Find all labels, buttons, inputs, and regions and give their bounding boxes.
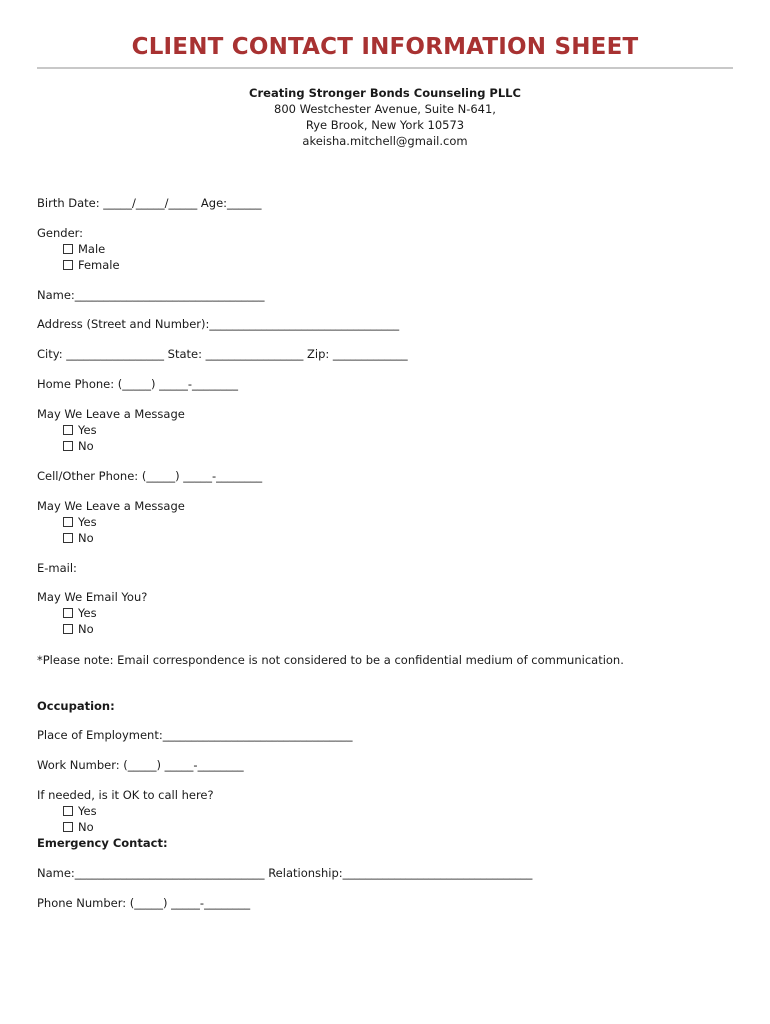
checkbox-icon[interactable] bbox=[63, 608, 73, 618]
work-call-yes-option[interactable] bbox=[63, 803, 97, 819]
city-state-zip-field[interactable]: City: _________________ State: _________________ Zip: _____________ bbox=[37, 347, 408, 361]
cell-message-no-option[interactable] bbox=[63, 530, 94, 546]
checkbox-icon[interactable] bbox=[63, 624, 73, 634]
occupation-heading: Occupation: bbox=[37, 699, 115, 713]
checkbox-icon[interactable] bbox=[63, 425, 73, 435]
option-label: Yes bbox=[78, 606, 97, 620]
address-field[interactable]: Address (Street and Number):_________________________________ bbox=[37, 317, 400, 331]
option-label: No bbox=[78, 622, 94, 636]
option-label: No bbox=[78, 820, 94, 834]
email-permission-yes-option[interactable] bbox=[63, 605, 97, 621]
gender-male-option[interactable] bbox=[63, 241, 105, 257]
gender-female-option[interactable] bbox=[63, 257, 120, 273]
home-message-yes-option[interactable] bbox=[63, 422, 97, 438]
page-title: CLIENT CONTACT INFORMATION SHEET bbox=[131, 34, 639, 60]
gender-label: Gender: bbox=[37, 226, 84, 240]
checkbox-icon[interactable] bbox=[63, 244, 73, 254]
home-message-no-option[interactable] bbox=[63, 438, 94, 454]
checkbox-icon[interactable] bbox=[63, 822, 73, 832]
email-note: *Please note: Email correspondence is not considered to be a confidential medium of communication. bbox=[37, 653, 624, 667]
org-name: Creating Stronger Bonds Counseling PLLC bbox=[249, 86, 521, 100]
birth-date-field[interactable]: Birth Date: _____/_____/_____ Age:______ bbox=[37, 196, 262, 210]
work-number-field[interactable]: Work Number: (_____) _____-________ bbox=[37, 758, 244, 772]
cell-message-label: May We Leave a Message bbox=[37, 499, 185, 513]
emergency-contact-heading: Emergency Contact: bbox=[37, 836, 168, 850]
org-address-line1: 800 Westchester Avenue, Suite N-641, bbox=[274, 102, 496, 116]
checkbox-icon[interactable] bbox=[63, 260, 73, 270]
emergency-phone-field[interactable]: Phone Number: (_____) _____-________ bbox=[37, 896, 251, 910]
email-permission-no-option[interactable] bbox=[63, 621, 94, 637]
email-field[interactable]: E-mail: bbox=[37, 561, 77, 575]
cell-message-yes-option[interactable] bbox=[63, 514, 97, 530]
checkbox-icon[interactable] bbox=[63, 441, 73, 451]
option-label: Yes bbox=[78, 423, 97, 437]
checkbox-icon[interactable] bbox=[63, 806, 73, 816]
org-address-line2: Rye Brook, New York 10573 bbox=[305, 118, 465, 132]
option-label: Yes bbox=[78, 515, 97, 529]
work-call-label: If needed, is it OK to call here? bbox=[37, 788, 214, 802]
name-field[interactable]: Name:_________________________________ bbox=[37, 288, 265, 302]
checkbox-icon[interactable] bbox=[63, 517, 73, 527]
title-divider bbox=[37, 67, 733, 69]
emergency-name-relationship-field[interactable]: Name:_________________________________ Relationship:_________________________________ bbox=[37, 866, 533, 880]
option-label: No bbox=[78, 531, 94, 545]
option-label: Yes bbox=[78, 804, 97, 818]
checkbox-icon[interactable] bbox=[63, 533, 73, 543]
home-message-label: May We Leave a Message bbox=[37, 407, 185, 421]
work-call-no-option[interactable] bbox=[63, 819, 94, 835]
option-label: Male bbox=[78, 242, 106, 256]
cell-phone-field[interactable]: Cell/Other Phone: (_____) _____-________ bbox=[37, 469, 263, 483]
org-email: akeisha.mitchell@gmail.com bbox=[302, 134, 468, 148]
place-of-employment-field[interactable]: Place of Employment:_________________________________ bbox=[37, 728, 353, 742]
option-label: Female bbox=[78, 258, 120, 272]
email-permission-label: May We Email You? bbox=[37, 590, 148, 604]
home-phone-field[interactable]: Home Phone: (_____) _____-________ bbox=[37, 377, 239, 391]
option-label: No bbox=[78, 439, 94, 453]
